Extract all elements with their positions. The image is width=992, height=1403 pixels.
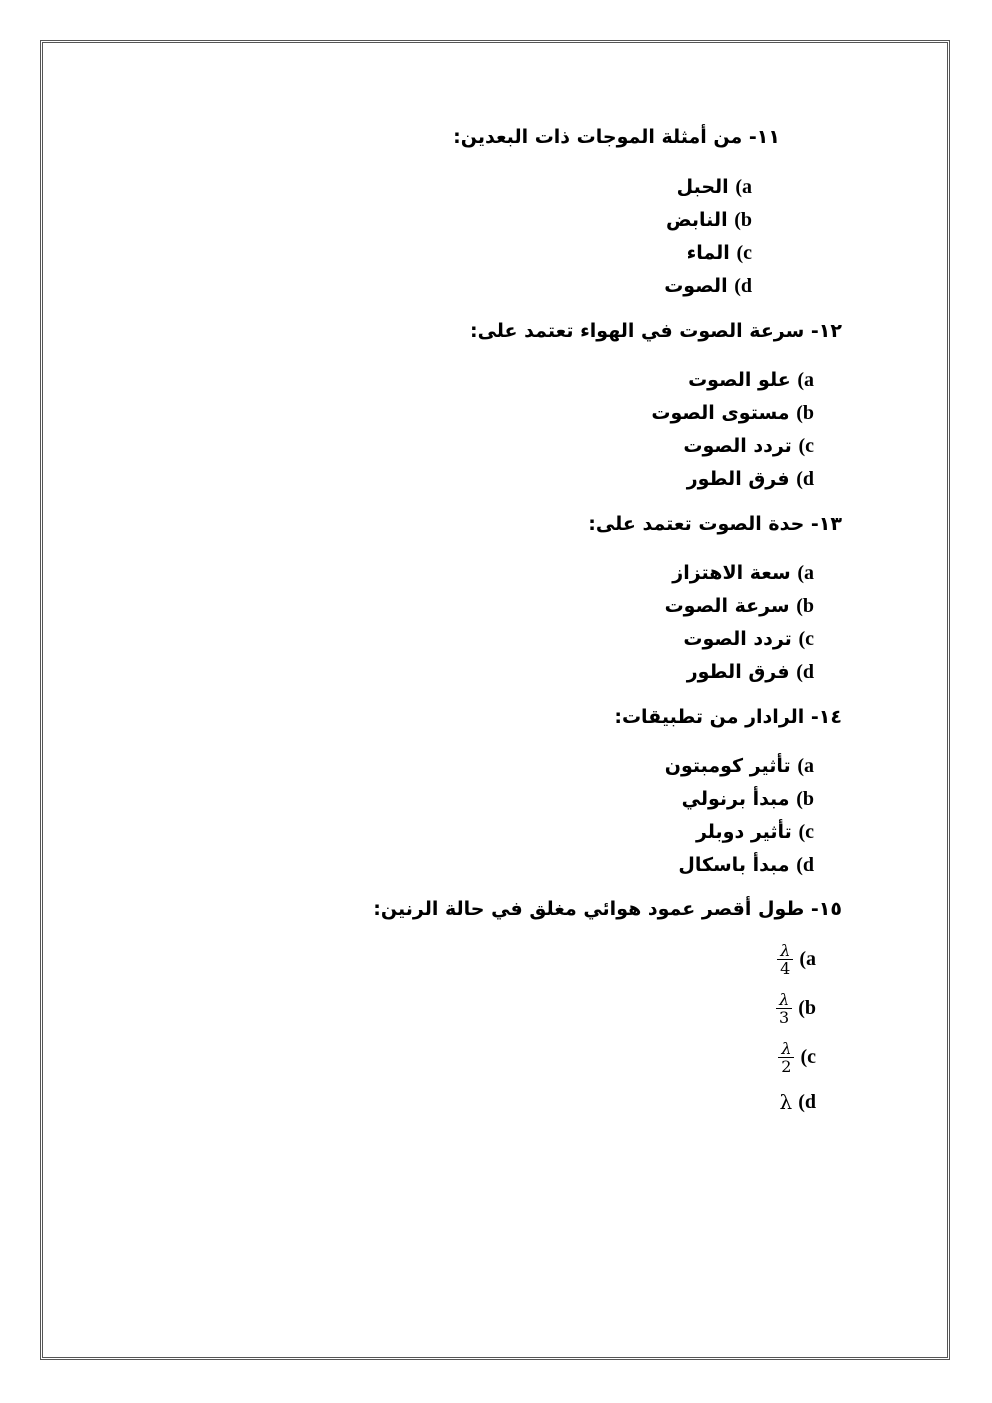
question-12-title: ١٢- سرعة الصوت في الهواء تعتمد على: [469,320,842,342]
option-letter: a) [797,562,814,584]
option-text: فرق الطور [686,661,790,683]
option-text: الصوت [664,275,728,297]
question-11-option-d[interactable] [664,270,752,302]
question-12-option-b[interactable] [651,397,814,429]
option-text: تردد الصوت [683,628,792,650]
option-text: تأثير كومبتون [664,755,791,777]
question-15-option-d[interactable] [780,1090,816,1114]
lambda-symbol: λ [779,1090,793,1114]
option-letter: d) [796,854,814,876]
option-text: النابض [665,209,728,231]
option-text: مبدأ باسكال [678,854,790,876]
question-13-option-a[interactable] [672,557,814,589]
option-letter: b) [734,209,752,231]
option-text: تردد الصوت [683,435,792,457]
option-letter: d) [796,661,814,683]
option-text: مستوى الصوت [651,402,790,424]
question-12-option-a[interactable] [688,364,814,396]
question-13-option-b[interactable] [665,590,814,622]
option-letter: a) [797,755,814,777]
option-letter: (b [798,997,816,1019]
question-11-title: ١١- من أمثلة الموجات ذات البعدين: [453,126,780,148]
option-letter: (d [798,1090,816,1113]
fraction-denominator: 4 [780,959,791,978]
option-text: الماء [686,242,730,264]
option-letter: c) [736,242,752,264]
question-14-option-d[interactable] [678,849,814,881]
question-12-option-c[interactable] [683,430,814,462]
fraction [777,942,793,977]
option-letter: b) [796,595,814,617]
fraction-denominator: 2 [781,1057,792,1076]
question-15-option-b[interactable] [776,991,816,1026]
option-text: علو الصوت [688,369,791,391]
option-text: سعة الاهتزاز [672,562,791,584]
fraction [778,1040,794,1075]
option-letter: b) [796,788,814,810]
question-12-option-d[interactable] [687,463,814,495]
option-letter: b) [796,402,814,424]
question-14-option-a[interactable] [665,750,814,782]
option-letter: a) [797,369,814,391]
option-text: سرعة الصوت [664,595,790,617]
question-11-option-c[interactable] [687,237,752,269]
question-15-title: ١٥- طول أقصر عمود هوائي مغلق في حالة الرنين: [373,898,842,920]
question-13-option-c[interactable] [683,623,814,655]
question-11-option-b[interactable] [666,204,752,236]
option-letter: c) [798,435,814,457]
option-letter: d) [796,468,814,490]
question-15-option-c[interactable] [778,1040,816,1075]
question-14-title: ١٤- الرادار من تطبيقات: [614,706,842,728]
question-15-option-a[interactable] [777,942,816,977]
question-14-option-c[interactable] [696,816,814,848]
question-14-option-b[interactable] [682,783,814,815]
option-text: تأثير دوبلر [695,821,792,843]
option-letter: (c [800,1046,816,1068]
question-13-title: ١٣- حدة الصوت تعتمد على: [588,513,842,535]
option-text: الحبل [676,176,729,198]
question-11-option-a[interactable] [677,171,752,203]
fraction-numerator: λ [776,991,792,1009]
option-letter: c) [798,821,814,843]
question-13-option-d[interactable] [687,656,814,688]
option-letter: (a [799,948,816,970]
fraction-denominator: 3 [779,1008,790,1027]
option-text: مبدأ برنولي [681,788,790,810]
page-border [40,40,950,1360]
option-letter: a) [735,176,752,198]
fraction [776,991,792,1026]
option-letter: d) [734,275,752,297]
option-text: فرق الطور [686,468,790,490]
option-letter: c) [798,628,814,650]
fraction-numerator: λ [777,942,793,960]
fraction-numerator: λ [778,1040,794,1058]
